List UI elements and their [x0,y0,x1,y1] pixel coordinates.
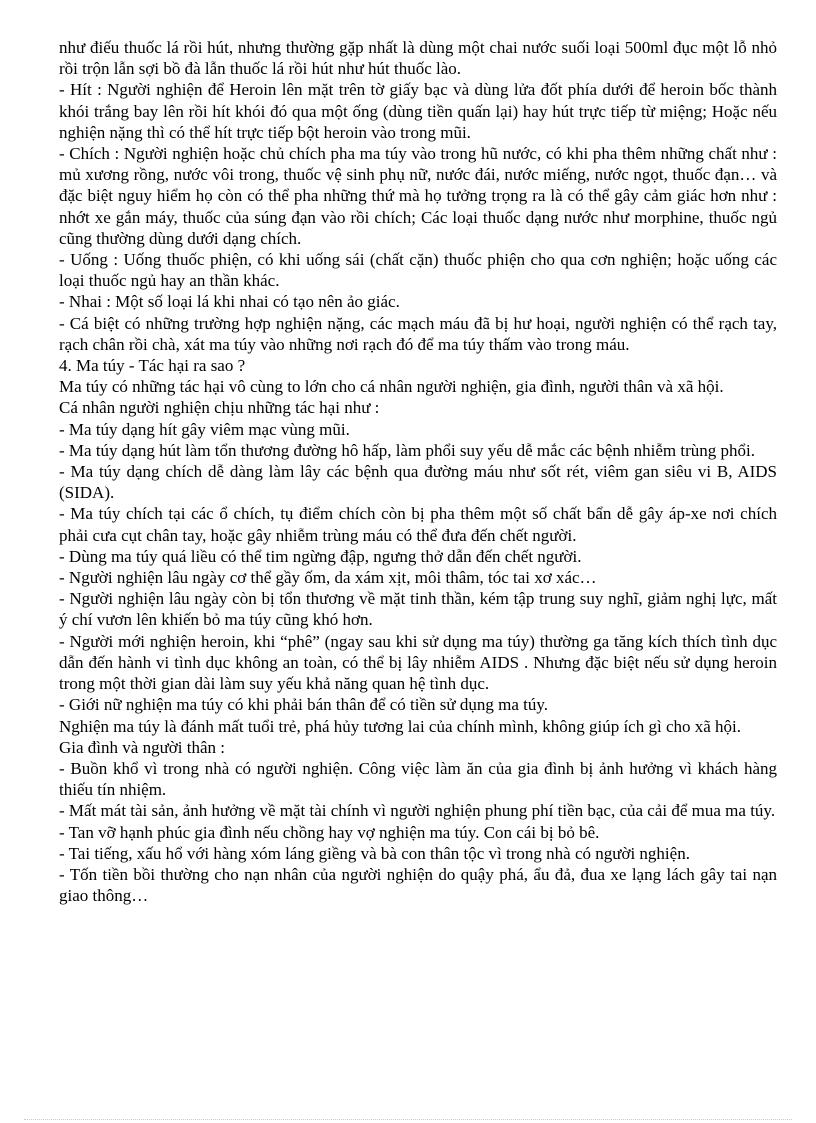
list-item: - Dùng ma túy quá liều có thể tim ngừng đập, ngưng thở dẫn đến chết người. [59,546,582,566]
list-item: - Ma túy dạng chích dễ dàng làm lây các bệnh qua đường máu như sốt rét, viêm gan siêu vi B, AIDS (SIDA). [59,462,777,503]
document-body [59,37,777,906]
page-bottom-border [24,1119,792,1120]
list-item: - Người mới nghiện heroin, khi “phê” (ngay sau khi sử dụng ma túy) thường ga tăng kích thích tình dục dẫn đến hành vi tình dục không an toàn, có thể bị lây nhiễm AIDS . Nhưng đặc biệt nếu sử dụng heroin trong một thời gian dài làm suy yếu khả năng quan hệ tình dục. [59,631,777,694]
list-item: - Người nghiện lâu ngày cơ thể gầy ốm, da xám xịt, môi thâm, tóc tai xơ xác… [59,568,597,588]
paragraph-inhale: - Hít : Người nghiện để Heroin lên mặt trên tờ giấy bạc và dùng lửa đốt phía dưới để heroin bốc thành khói trắng bay lên rồi hít khói đó qua một ống (dùng tiền quấn lại) hay hút trực tiếp từ miệng; Hoặc nếu nghiện nặng thì có thể hít trực tiếp bột heroin vào trong mũi. [59,80,777,142]
list-item: - Người nghiện lâu ngày còn bị tổn thương về mặt tinh thần, kém tập trung suy nghĩ, giảm nghị lực, mất ý chí vươn lên khiến bỏ ma túy cũng khó hơn. [59,589,777,630]
paragraph-harms-intro: Ma túy có những tác hại vô cùng to lớn cho cá nhân người nghiện, gia đình, người thân và xã hội. [59,377,724,397]
paragraph-special-cases: - Cá biệt có những trường hợp nghiện nặng, các mạch máu đã bị hư hoại, người nghiện có thể rạch tay, rạch chân rồi chà, xát ma túy vào những nơi rạch đó để ma túy thấm vào trong máu. [59,313,777,354]
paragraph-chew: - Nhai : Một số loại lá khi nhai có tạo nên ảo giác. [59,292,400,312]
list-item: - Tai tiếng, xấu hổ với hàng xóm láng giềng và bà con thân tộc vì trong nhà có người nghiện. [59,843,690,863]
section-heading-harms: 4. Ma túy - Tác hại ra sao ? [59,356,246,376]
paragraph-drink: - Uống : Uống thuốc phiện, có khi uống sái (chất cặn) thuốc phiện cho qua cơn nghiện; hoặc uống các loại thuốc ngủ hay an thần khác. [59,250,777,291]
list-item: - Tốn tiền bồi thường cho nạn nhân của người nghiện do quậy phá, ẩu đả, đua xe lạng lách gây tai nạn giao thông… [59,864,777,906]
list-item: - Buồn khổ vì trong nhà có người nghiện. Công việc làm ăn của gia đình bị ảnh hưởng vì khách hàng thiếu tín nhiệm. [59,758,777,800]
list-item: - Ma túy dạng hít gây viêm mạc vùng mũi. [59,419,350,439]
subheading-individual: Cá nhân người nghiện chịu những tác hại như : [59,398,380,418]
list-item: - Tan vỡ hạnh phúc gia đình nếu chồng hay vợ nghiện ma túy. Con cái bị bỏ bê. [59,822,600,842]
list-item: - Ma túy chích tại các ổ chích, tụ điểm chích còn bị pha thêm một số chất bẩn dễ gây áp-xe nơi chích phải cưa cụt chân tay, hoặc gây nhiễm trùng máu có thể đưa đến chết người. [59,504,777,545]
list-item: - Ma túy dạng hút làm tổn thương đường hô hấp, làm phổi suy yếu dễ mắc các bệnh nhiễm trùng phổi. [59,440,755,460]
paragraph-inject: - Chích : Người nghiện hoặc chủ chích pha ma túy vào trong hũ nước, có khi pha thêm những chất như : mủ xương rồng, nước vôi trong, thuốc vệ sinh phụ nữ, nước đái, nước miếng, nước ngọt, thuốc đạn… và đặc biệt nguy hiểm họ còn có thể pha những thứ mà họ tưởng trọng ra là có thể gây cảm giác hơn như : nhớt xe gắn máy, thuốc của súng đạn vào rồi chích; Các loại thuốc dạng nước như morphine, thuốc ngủ cũng thường dùng dưới dạng chích. [59,144,777,248]
list-item: - Mất mát tài sản, ảnh hưởng về mặt tài chính vì người nghiện phung phí tiền bạc, của cải để mua ma túy. [59,801,776,821]
subheading-family: Gia đình và người thân : [59,737,225,757]
paragraph-individual-summary: Nghiện ma túy là đánh mất tuổi trẻ, phá hủy tương lai của chính mình, không giúp ích gì cho xã hội. [59,716,742,736]
list-item: - Giới nữ nghiện ma túy có khi phải bán thân để có tiền sử dụng ma túy. [59,695,548,715]
paragraph-smoking-continued: như điếu thuốc lá rồi hút, nhưng thường gặp nhất là dùng một chai nước suối loại 500ml đục một lỗ nhỏ rồi trộn lẫn sợi bồ đà lẫn thuốc lá rồi hút như hút thuốc lào. [59,38,777,79]
